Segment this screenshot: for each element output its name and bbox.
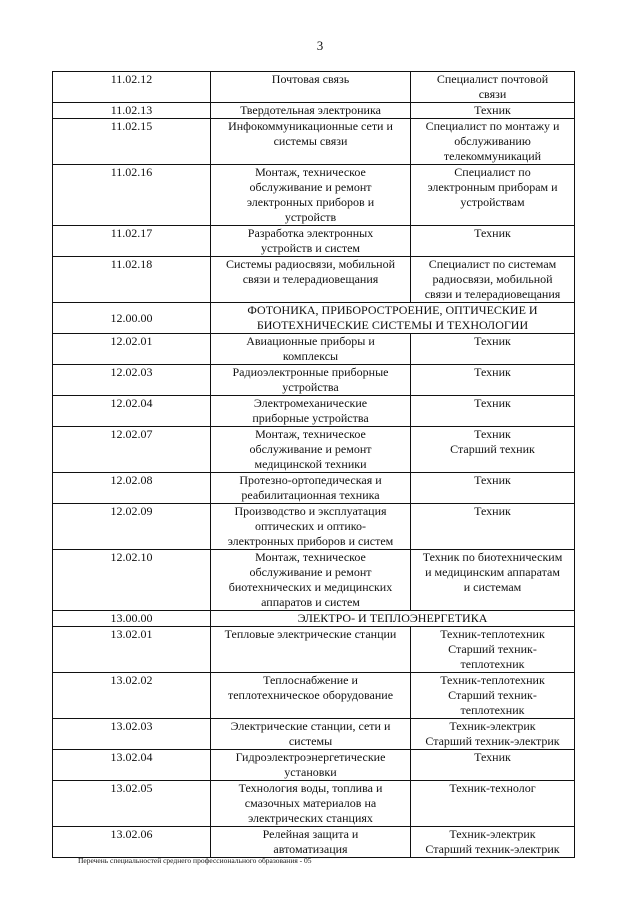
specialty-name-cell: [211, 257, 411, 303]
cell-line: Теплоснабжение и: [263, 673, 358, 687]
table-row: [53, 165, 575, 226]
qualification-cell: [411, 257, 575, 303]
table-row: [53, 103, 575, 119]
page-number: 3: [316, 38, 324, 53]
cell-line: Гидроэлектроэнергетические: [235, 750, 386, 764]
cell-line: Релейная защита и: [262, 827, 359, 841]
cell-line: Специалист по: [454, 165, 531, 179]
qualification-cell: [411, 103, 575, 119]
qualification-cell: [411, 226, 575, 257]
cell-line: Техник-электрик: [449, 827, 536, 841]
specialty-name-cell: [211, 504, 411, 550]
cell-line: системы связи: [273, 134, 348, 148]
cell-line: обслуживание и ремонт: [249, 442, 372, 456]
code-cell: 13.02.01: [53, 627, 211, 673]
cell-line: связи и телерадиовещания: [424, 287, 561, 301]
group-title-cell: [211, 303, 575, 334]
specialties-table: [52, 71, 575, 858]
qualification-cell: [411, 165, 575, 226]
cell-line: Системы радиосвязи, мобильной: [225, 257, 396, 271]
cell-line: Монтаж, техническое: [255, 427, 366, 441]
cell-line: оптических и оптико-: [254, 519, 367, 533]
table-row: [53, 673, 575, 719]
code-cell: 12.02.09: [53, 504, 211, 550]
cell-line: Специалист по монтажу и: [425, 119, 560, 133]
cell-line: реабилитационная техника: [241, 488, 380, 502]
code-cell: 12.02.03: [53, 365, 211, 396]
cell-line: Техник: [474, 750, 511, 764]
table-row: [53, 226, 575, 257]
cell-line: Производство и эксплуатация: [234, 504, 387, 518]
code-cell: 11.02.18: [53, 257, 211, 303]
cell-line: Техник: [474, 334, 511, 348]
cell-line: Разработка электронных: [247, 226, 374, 240]
specialty-name-cell: [211, 627, 411, 673]
code-cell: 12.02.08: [53, 473, 211, 504]
table-row: [53, 473, 575, 504]
specialty-name-cell: [211, 673, 411, 719]
cell-line: Технология воды, топлива и: [238, 781, 383, 795]
code-cell: 12.02.04: [53, 396, 211, 427]
cell-line: аппаратов и систем: [261, 595, 360, 609]
specialty-name-cell: [211, 165, 411, 226]
cell-line: электронным приборам и: [427, 180, 558, 194]
code-cell: 13.02.02: [53, 673, 211, 719]
table-row: [53, 334, 575, 365]
qualification-cell: [411, 827, 575, 858]
specialty-name-cell: [211, 103, 411, 119]
specialty-name-cell: [211, 119, 411, 165]
code-cell: 11.02.16: [53, 165, 211, 226]
specialty-name-cell: [211, 72, 411, 103]
specialty-name-cell: [211, 750, 411, 781]
cell-line: обслуживанию: [454, 134, 531, 148]
cell-line: Протезно-ортопедическая и: [239, 473, 382, 487]
cell-line: Техник: [474, 103, 511, 117]
table-row: [53, 719, 575, 750]
cell-line: Техник-теплотехник: [440, 627, 545, 641]
page-footer: Перечень специальностей среднего профессионального образования - 05: [78, 856, 312, 865]
cell-line: Электромеханические: [253, 396, 368, 410]
table-row: [53, 72, 575, 103]
cell-line: Радиоэлектронные приборные: [232, 365, 389, 379]
specialty-name-cell: [211, 827, 411, 858]
code-cell: 11.02.17: [53, 226, 211, 257]
qualification-cell: [411, 550, 575, 611]
cell-line: установки: [284, 765, 337, 779]
cell-line: комплексы: [282, 349, 339, 363]
table-row: [53, 827, 575, 858]
table-body: [53, 72, 575, 858]
cell-line: биотехнических и медицинских: [228, 580, 393, 594]
qualification-cell: [411, 365, 575, 396]
cell-line: теплотехническое оборудование: [227, 688, 394, 702]
code-cell: 12.02.01: [53, 334, 211, 365]
cell-line: Твердотельная электроника: [240, 103, 381, 117]
specialty-name-cell: [211, 719, 411, 750]
cell-line: Монтаж, техническое: [255, 550, 366, 564]
cell-line: Старший техник-: [448, 642, 537, 656]
group-row: [53, 611, 575, 627]
specialty-name-cell: [211, 396, 411, 427]
cell-line: автоматизация: [273, 842, 348, 856]
cell-line: Старший техник: [450, 442, 535, 456]
cell-line: Техник: [474, 365, 511, 379]
qualification-cell: [411, 427, 575, 473]
code-cell: 13.02.03: [53, 719, 211, 750]
cell-line: приборные устройства: [252, 411, 369, 425]
cell-line: устройств и систем: [260, 241, 361, 255]
table-row: [53, 750, 575, 781]
cell-line: Монтаж, техническое: [255, 165, 366, 179]
code-cell: 12.00.00: [53, 303, 211, 334]
cell-line: связи и телерадиовещания: [242, 272, 379, 286]
cell-line: Старший техник-: [448, 688, 537, 702]
cell-line: Техник: [474, 504, 511, 518]
code-cell: 11.02.12: [53, 72, 211, 103]
cell-line: обслуживание и ремонт: [249, 565, 372, 579]
table-row: [53, 781, 575, 827]
table-row: [53, 365, 575, 396]
qualification-cell: [411, 781, 575, 827]
cell-line: смазочных материалов на: [244, 796, 377, 810]
table-row: [53, 119, 575, 165]
cell-line: электронных приборов и: [246, 195, 375, 209]
cell-line: Авиационные приборы и: [246, 334, 375, 348]
qualification-cell: [411, 119, 575, 165]
qualification-cell: [411, 719, 575, 750]
cell-line: ФОТОНИКА, ПРИБОРОСТРОЕНИЕ, ОПТИЧЕСКИЕ И: [247, 303, 538, 317]
cell-line: Специалист почтовой: [436, 72, 549, 86]
qualification-cell: [411, 504, 575, 550]
code-cell: 11.02.13: [53, 103, 211, 119]
cell-line: Специалист по системам: [428, 257, 557, 271]
cell-line: Техник-теплотехник: [440, 673, 545, 687]
qualification-cell: [411, 473, 575, 504]
cell-line: Старший техник-электрик: [425, 734, 560, 748]
cell-line: Инфокоммуникационные сети и: [228, 119, 393, 133]
code-cell: 13.02.06: [53, 827, 211, 858]
specialty-name-cell: [211, 427, 411, 473]
cell-line: Техник-электрик: [449, 719, 536, 733]
cell-line: электронных приборов и систем: [227, 534, 394, 548]
cell-line: Техник: [474, 226, 511, 240]
specialty-name-cell: [211, 473, 411, 504]
qualification-cell: [411, 627, 575, 673]
qualification-cell: [411, 334, 575, 365]
qualification-cell: [411, 673, 575, 719]
cell-line: устройства: [282, 380, 339, 394]
cell-line: и медицинским аппаратам: [425, 565, 560, 579]
specialty-name-cell: [211, 334, 411, 365]
table-row: [53, 427, 575, 473]
table-row: [53, 627, 575, 673]
group-title-cell: [211, 611, 575, 627]
code-cell: 12.02.10: [53, 550, 211, 611]
cell-line: Тепловые электрические станции: [224, 627, 397, 641]
specialty-name-cell: [211, 550, 411, 611]
cell-line: Электрические станции, сети и: [230, 719, 391, 733]
code-cell: 13.00.00: [53, 611, 211, 627]
cell-line: теплотехник: [460, 657, 525, 671]
cell-line: ЭЛЕКТРО- И ТЕПЛОЭНЕРГЕТИКА: [297, 611, 488, 625]
cell-line: радиосвязи, мобильной: [432, 272, 553, 286]
cell-line: телекоммуникаций: [443, 149, 542, 163]
table-row: [53, 504, 575, 550]
code-cell: 13.02.04: [53, 750, 211, 781]
cell-line: Техник по биотехническим: [422, 550, 563, 564]
group-row: [53, 303, 575, 334]
cell-line: Техник: [474, 396, 511, 410]
table-row: [53, 396, 575, 427]
cell-line: Техник: [474, 473, 511, 487]
cell-line: системы: [288, 734, 333, 748]
cell-line: теплотехник: [460, 703, 525, 717]
cell-line: Техник: [474, 427, 511, 441]
cell-line: связи: [478, 87, 507, 101]
cell-line: и системам: [463, 580, 522, 594]
code-cell: 13.02.05: [53, 781, 211, 827]
qualification-cell: [411, 396, 575, 427]
cell-line: устройствам: [460, 195, 525, 209]
cell-line: обслуживание и ремонт: [249, 180, 372, 194]
cell-line: Старший техник-электрик: [425, 842, 560, 856]
cell-line: устройств: [284, 210, 337, 224]
code-cell: 11.02.15: [53, 119, 211, 165]
qualification-cell: [411, 72, 575, 103]
cell-line: Почтовая связь: [271, 72, 350, 86]
specialty-name-cell: [211, 226, 411, 257]
qualification-cell: [411, 750, 575, 781]
cell-line: электрических станциях: [248, 811, 373, 825]
specialty-name-cell: [211, 365, 411, 396]
cell-line: Техник-технолог: [449, 781, 536, 795]
specialty-name-cell: [211, 781, 411, 827]
table-row: [53, 257, 575, 303]
table-row: [53, 550, 575, 611]
code-cell: 12.02.07: [53, 427, 211, 473]
cell-line: медицинской техники: [254, 457, 367, 471]
cell-line: БИОТЕХНИЧЕСКИЕ СИСТЕМЫ И ТЕХНОЛОГИИ: [256, 318, 529, 332]
